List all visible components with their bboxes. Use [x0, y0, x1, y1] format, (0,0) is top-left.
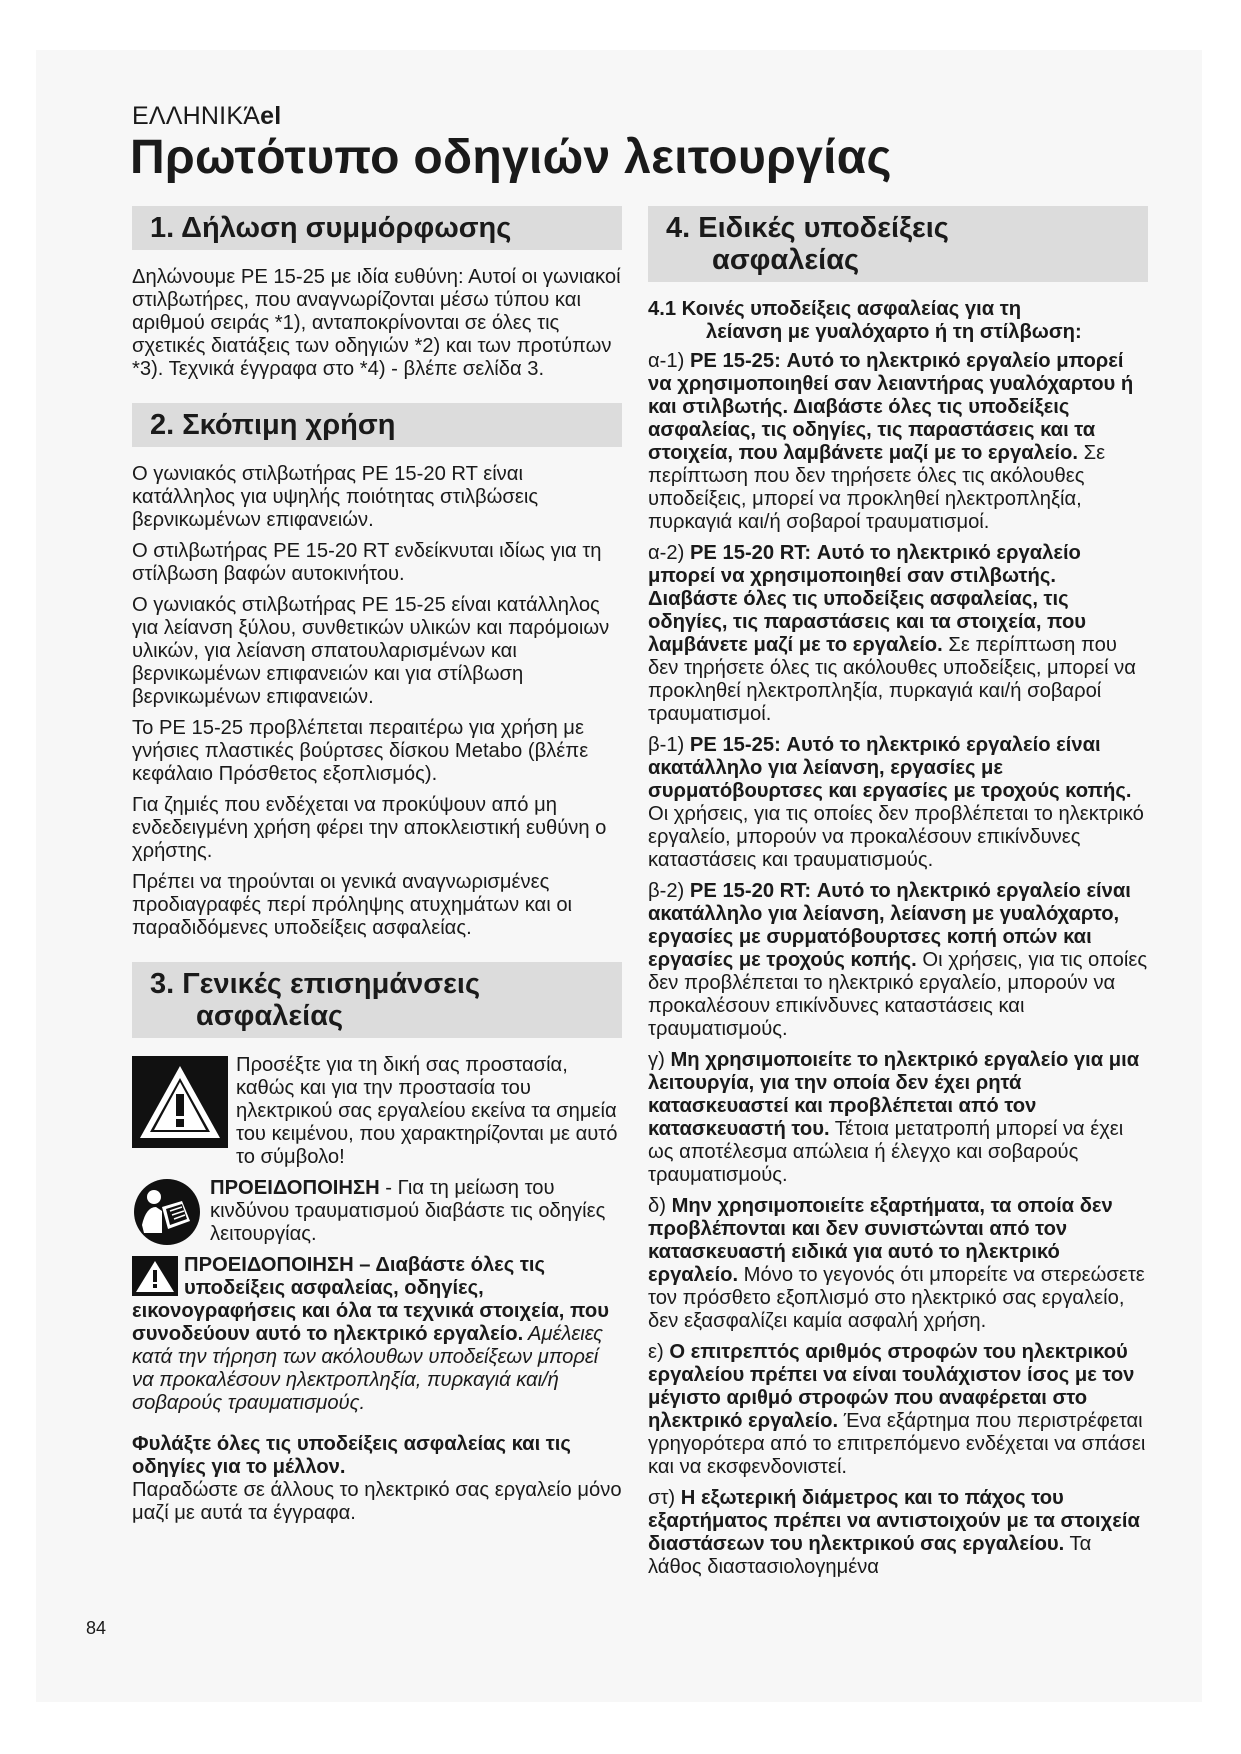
subsection-4-1-line1: 4.1 Κοινές υποδείξεις ασφαλείας για τη — [648, 298, 1022, 320]
read-manual-description: - Για τη μείωση του κινδύνου τραυματισμού διαβάστε τις οδηγίες λειτουργίας. — [210, 1177, 606, 1245]
instruction-d-bold: Μην χρησιμοποιείτε εξαρτήματα, τα οποία δεν προβλέπονται και δεν συνιστώνται από τον κατασκευαστή ειδικά για αυτό το ηλεκτρικό εργαλείο. — [648, 1195, 1113, 1286]
instruction-f — [648, 1487, 1148, 1579]
instruction-a1 — [648, 350, 1148, 534]
instruction-b2-text: Οι χρήσεις, για τις οποίες δεν προβλέπεται το ηλεκτρικό εργαλείο, μπορούν να προκαλέσουν επικίνδυνες καταστάσεις και τραυματισμούς. — [648, 949, 1148, 1040]
instruction-b1-text: Οι χρήσεις, για τις οποίες δεν προβλέπεται το ηλεκτρικό εργαλείο, μπορούν να προκαλέσουν επικίνδυνες καταστάσεις και τραυματισμούς. — [648, 803, 1144, 871]
instruction-a2-label: α-2) — [648, 542, 690, 564]
general-warning-italic: Αμέλειες κατά την τήρηση των ακόλουθων υποδείξεων μπορεί να προκαλέσουν ηλεκτροπληξία, πυρκαγιά και/ή σοβαρούς τραυματισμούς. — [132, 1323, 603, 1414]
read-manual-icon — [132, 1177, 202, 1247]
instruction-e-bold: Ο επιτρεπτός αριθμός στροφών του ηλεκτρικού εργαλείου πρέπει να είναι τουλάχιστον ίσος με τον μέγιστο αριθμό στροφών που αναφέρεται στο ηλεκτρικό εργαλείο. — [648, 1341, 1135, 1432]
instruction-a1-bold: PE 15-25: Αυτό το ηλεκτρικό εργαλείο μπορεί να χρησιμοποιηθεί σαν λειαντήρας γυαλόχαρτου ή και στιλβωτής. Διαβάστε όλες τις υποδείξεις ασφαλείας, τις οδηγίες, τις παραστάσεις και τα στοιχεία, που λαμβάνετε μαζί με το εργαλείο. — [648, 350, 1134, 464]
instruction-c — [648, 1049, 1148, 1187]
instruction-b2-bold: PE 15-20 RT: Αυτό το ηλεκτρικό εργαλείο είναι ακατάλληλο για λείανση, λείανση με γυαλόχαρτο, εργασίες με συρματόβουρτσες κοπή οπών και εργασίες με τροχούς κοπής. — [648, 880, 1131, 971]
general-warning-block — [132, 1254, 622, 1423]
section-1-heading: 1. Δήλωση συμμόρφωσης — [132, 206, 622, 250]
section-2-paragraph: Ο στιλβωτήρας PE 15-20 RT ενδείκνυται ιδίως για τη στίλβωση βαφών αυτοκινήτου. — [132, 540, 602, 585]
instruction-d-label: δ) — [648, 1195, 672, 1217]
instruction-e — [648, 1341, 1148, 1479]
language-name: ΕΛΛΗΝΙΚΆ — [132, 102, 261, 130]
left-column — [132, 206, 622, 1533]
instruction-c-text: Τέτοια μετατροπή μπορεί να έχει ως αποτέλεσμα απώλεια ή έλεγχο και σοβαρούς τραυματισμούς. — [648, 1118, 1124, 1186]
general-warning-bold: ΠΡΟΕΙΔΟΠΟΙΗΣΗ – Διαβάστε όλες τις υποδείξεις ασφαλείας, οδηγίες, εικονογραφήσεις και όλα τα τεχνικά στοιχεία, που συνοδεύουν αυτό το ηλεκτρικό εργαλείο. — [132, 1254, 609, 1345]
page-number: 84 — [86, 1618, 107, 1638]
warning-triangle-small-icon — [132, 1256, 178, 1296]
instruction-e-label: ε) — [648, 1341, 670, 1363]
warning-symbol-block — [132, 1054, 622, 1177]
instruction-f-text: Τα λάθος διαστασιολογημένα — [648, 1533, 1092, 1578]
warning-symbol-text: Προσέξτε για τη δική σας προστασία, καθώς και για την προστασία του ηλεκτρικού σας εργαλείου εκείνα τα σημεία του κειμένου, που χαρακτηρίζονται με αυτό το σύμβολο! — [236, 1054, 618, 1168]
section-3-heading — [132, 962, 622, 1038]
instruction-b2-label: β-2) — [648, 880, 690, 902]
instruction-a2 — [648, 542, 1148, 726]
warning-triangle-icon — [132, 1056, 228, 1148]
section-2-paragraph: Ο γωνιακός στιλβωτήρας PE 15-20 RT είναι κατάλληλος για υψηλής ποιότητας στιλβώσεις βερνικωμένων επιφανειών. — [132, 463, 539, 531]
section-4-heading-line2: ασφαλείας — [712, 244, 860, 276]
instruction-a1-text: Σε περίπτωση που δεν τηρήσετε όλες τις ακόλουθες υποδείξεις, μπορεί να προκληθεί ηλεκτροπληξία, πυρκαγιά και/ή σοβαροί τραυματισμοί. — [648, 442, 1106, 533]
general-warning-text — [132, 1254, 622, 1415]
section-2-paragraph: Ο γωνιακός στιλβωτήρας PE 15-25 είναι κατάλληλος για λείανση ξύλου, συνθετικών υλικών και παρόμοιων υλικών, για λείανση σπατουλαρισμένων και βερνικωμένων επιφανειών και για στίλβωση βερνικωμένων επιφανειών. — [132, 594, 610, 708]
right-column — [648, 206, 1148, 1587]
instruction-f-bold: Η εξωτερική διάμετρος και το πάχος του εξαρτήματος πρέπει να αντιστοιχούν με τα στοιχεία διαστάσεων του ηλεκτρικού σας εργαλείου. — [648, 1487, 1140, 1555]
language-code: el — [260, 102, 282, 130]
subsection-4-1-heading — [648, 298, 1148, 344]
instruction-a1-label: α-1) — [648, 350, 690, 372]
read-manual-label: ΠΡΟΕΙΔΟΠΟΙΗΣΗ — [210, 1177, 380, 1199]
read-manual-text — [210, 1177, 622, 1246]
instruction-c-label: γ) — [648, 1049, 671, 1071]
section-2-paragraph: Πρέπει να τηρούνται οι γενικά αναγνωρισμένες προδιαγραφές περί πρόληψης ατυχημάτων και οι παραδιδόμενες υποδείξεις ασφαλείας. — [132, 871, 573, 939]
section-3-heading-line2: ασφαλείας — [196, 1000, 344, 1032]
section-2-paragraph: Το PE 15-25 προβλέπεται περαιτέρω για χρήση με γνήσιες πλαστικές βούρτσες δίσκου Metabo (βλέπε κεφάλαιο Πρόσθετος εξοπλισμός). — [132, 717, 589, 785]
instruction-c-bold: Μη χρησιμοποιείτε το ηλεκτρικό εργαλείο για μια λειτουργία, για την οποία δεν έχει ρητά κατασκευαστεί και προβλέπεται από τον κατασκευαστή του. — [648, 1049, 1140, 1140]
instruction-d — [648, 1195, 1148, 1333]
page-title: Πρωτότυπο οδηγιών λειτουργίας — [130, 131, 892, 184]
instruction-b1-bold: PE 15-25: Αυτό το ηλεκτρικό εργαλείο είναι ακατάλληλο για λείανση, εργασίες με συρματόβουρτσες και εργασίες με τροχούς κοπής. — [648, 734, 1132, 802]
instruction-f-label: στ) — [648, 1487, 681, 1509]
instruction-a2-text: Σε περίπτωση που δεν τηρήσετε όλες τις ακόλουθες υποδείξεις, μπορεί να προκληθεί ηλεκτροπληξία, πυρκαγιά και/ή σοβαροί τραυματισμοί. — [648, 634, 1136, 725]
subsection-4-1-line2: λείανση με γυαλόχαρτο ή τη στίλβωση: — [706, 321, 1082, 343]
language-label — [132, 102, 281, 131]
section-2-heading: 2. Σκόπιμη χρήση — [132, 403, 622, 447]
section-2-paragraph: Για ζημιές που ενδέχεται να προκύψουν από μη ενδεδειγμένη χρήση φέρει την αποκλειστική ευθύνη ο χρήστης. — [132, 794, 607, 862]
instruction-e-text: Ένα εξάρτημα που περιστρέφεται γρηγορότερα από το επιτρεπόμενο ενδέχεται να σπάσει και να εκσφενδονιστεί. — [648, 1410, 1146, 1478]
keep-instructions-note: Παραδώστε σε άλλους το ηλεκτρικό σας εργαλείο μόνο μαζί με αυτά τα έγγραφα. — [132, 1479, 622, 1524]
read-manual-block — [132, 1177, 622, 1254]
section-4-heading-line1: 4. Ειδικές υποδείξεις — [666, 212, 949, 244]
keep-instructions-bold: Φυλάξτε όλες τις υποδείξεις ασφαλείας και τις οδηγίες για το μέλλον. — [132, 1433, 571, 1478]
instruction-d-text: Μόνο το γεγονός ότι μπορείτε να στερεώσετε τον πρόσθετο εξοπλισμό στο ηλεκτρικό σας εργαλείο, δεν εξασφαλίζει καμία ασφαλή χρήση. — [648, 1264, 1145, 1332]
section-3-heading-line1: 3. Γενικές επισημάνσεις — [150, 968, 481, 1000]
instruction-a2-bold: PE 15-20 RT: Αυτό το ηλεκτρικό εργαλείο μπορεί να χρησιμοποιηθεί σαν στιλβωτής. Διαβάστε όλες τις υποδείξεις ασφαλείας, τις οδηγίες, τις παραστάσεις και τα στοιχεία, που λαμβάνετε μαζί με το εργαλείο. — [648, 542, 1087, 656]
instruction-b2 — [648, 880, 1148, 1041]
keep-instructions-text — [132, 1433, 622, 1525]
section-4-heading — [648, 206, 1148, 282]
instruction-b1-label: β-1) — [648, 734, 690, 756]
instruction-b1 — [648, 734, 1148, 872]
section-1-text: Δηλώνουμε PE 15-25 με ιδία ευθύνη: Αυτοί οι γωνιακοί στιλβωτήρες, που αναγνωρίζονται μέσω τύπου και αριθμού σειράς *1), ανταποκρίνονται σε όλες τις σχετικές διατάξεις των οδηγιών *2) και των προτύπων *3). Τεχνικά έγγραφα στο *4) - βλέπε σελίδα 3. — [132, 266, 621, 380]
